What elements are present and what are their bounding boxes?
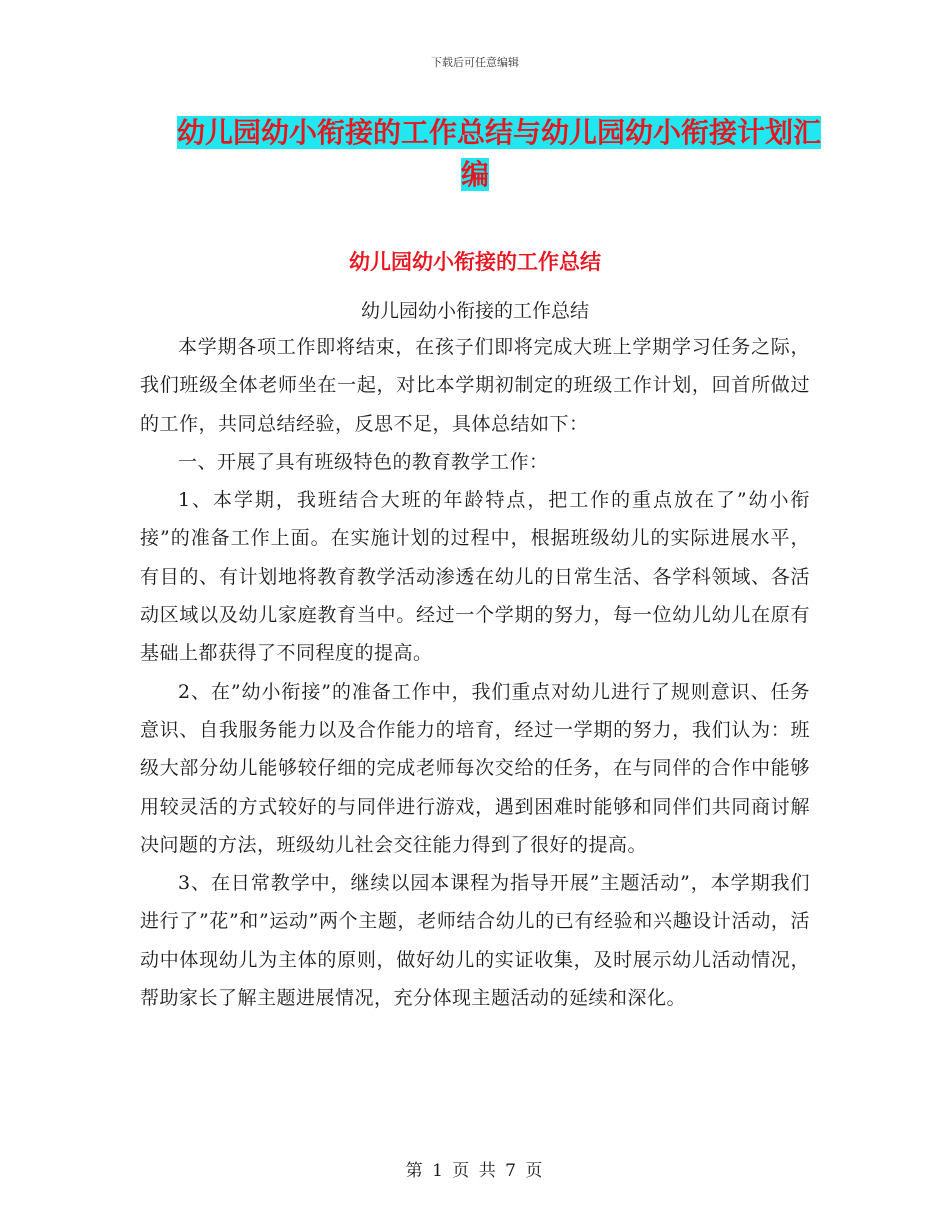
paragraph: 1、本学期，我班结合大班的年龄特点，把工作的重点放在了”幼小衔接”的准备工作上面。在实施计划的过程中，根据班级幼儿的实际进展水平，有目的、有计划地将教育教学活动渗透在幼儿的日常生活、各学科领域、各活动区域以及幼儿家庭教育当中。经过一个学期的努力，每一位幼儿幼儿在原有基础上都获得了不同程度的提高。 [140,489,810,665]
header-note: 下载后可任意编辑 [431,56,519,69]
section-title: 幼儿园幼小衔接的工作总结 [349,250,601,274]
paragraph: 本学期各项工作即将结束，在孩子们即将完成大班上学期学习任务之际，我们班级全体老师坐在一起，对比本学期初制定的班级工作计划，回首所做过的工作，共同总结经验，反思不足，具体总结如下： [140,336,810,435]
paragraph: 一、开展了具有班级特色的教育教学工作： [178,450,549,473]
paragraph: 2、在”幼小衔接”的准备工作中，我们重点对幼儿进行了规则意识、任务意识、自我服务能力以及合作能力的培育，经过一学期的努力，我们认为：班级大部分幼儿能够较仔细的完成老师每次交给的任务，在与同伴的合作中能够用较灵活的方式较好的与同伴进行游戏，遇到困难时能够和同伴们共同商讨解决问题的方法，班级幼儿社会交往能力得到了很好的提高。 [140,680,810,856]
paragraph: 3、在日常教学中，继续以园本课程为指导开展”主题活动”，本学期我们进行了”花”和”运动”两个主题，老师结合幼儿的已有经验和兴趣设计活动，活动中体现幼儿为主体的原则，做好幼儿的实证收集，及时展示幼儿活动情况，帮助家长了解主题进展情况，充分体现主题活动的延续和深化。 [140,872,810,1010]
document-title-line-2: 编 [460,158,489,191]
section-subtitle: 幼儿园幼小衔接的工作总结 [360,300,589,322]
document-title [0,112,950,196]
page-footer: 第 1 页 共 7 页 [405,1161,545,1181]
document-title-line-1: 幼儿园幼小衔接的工作总结与幼儿园幼小衔接计划汇 [176,116,821,149]
document-body [140,328,810,1017]
